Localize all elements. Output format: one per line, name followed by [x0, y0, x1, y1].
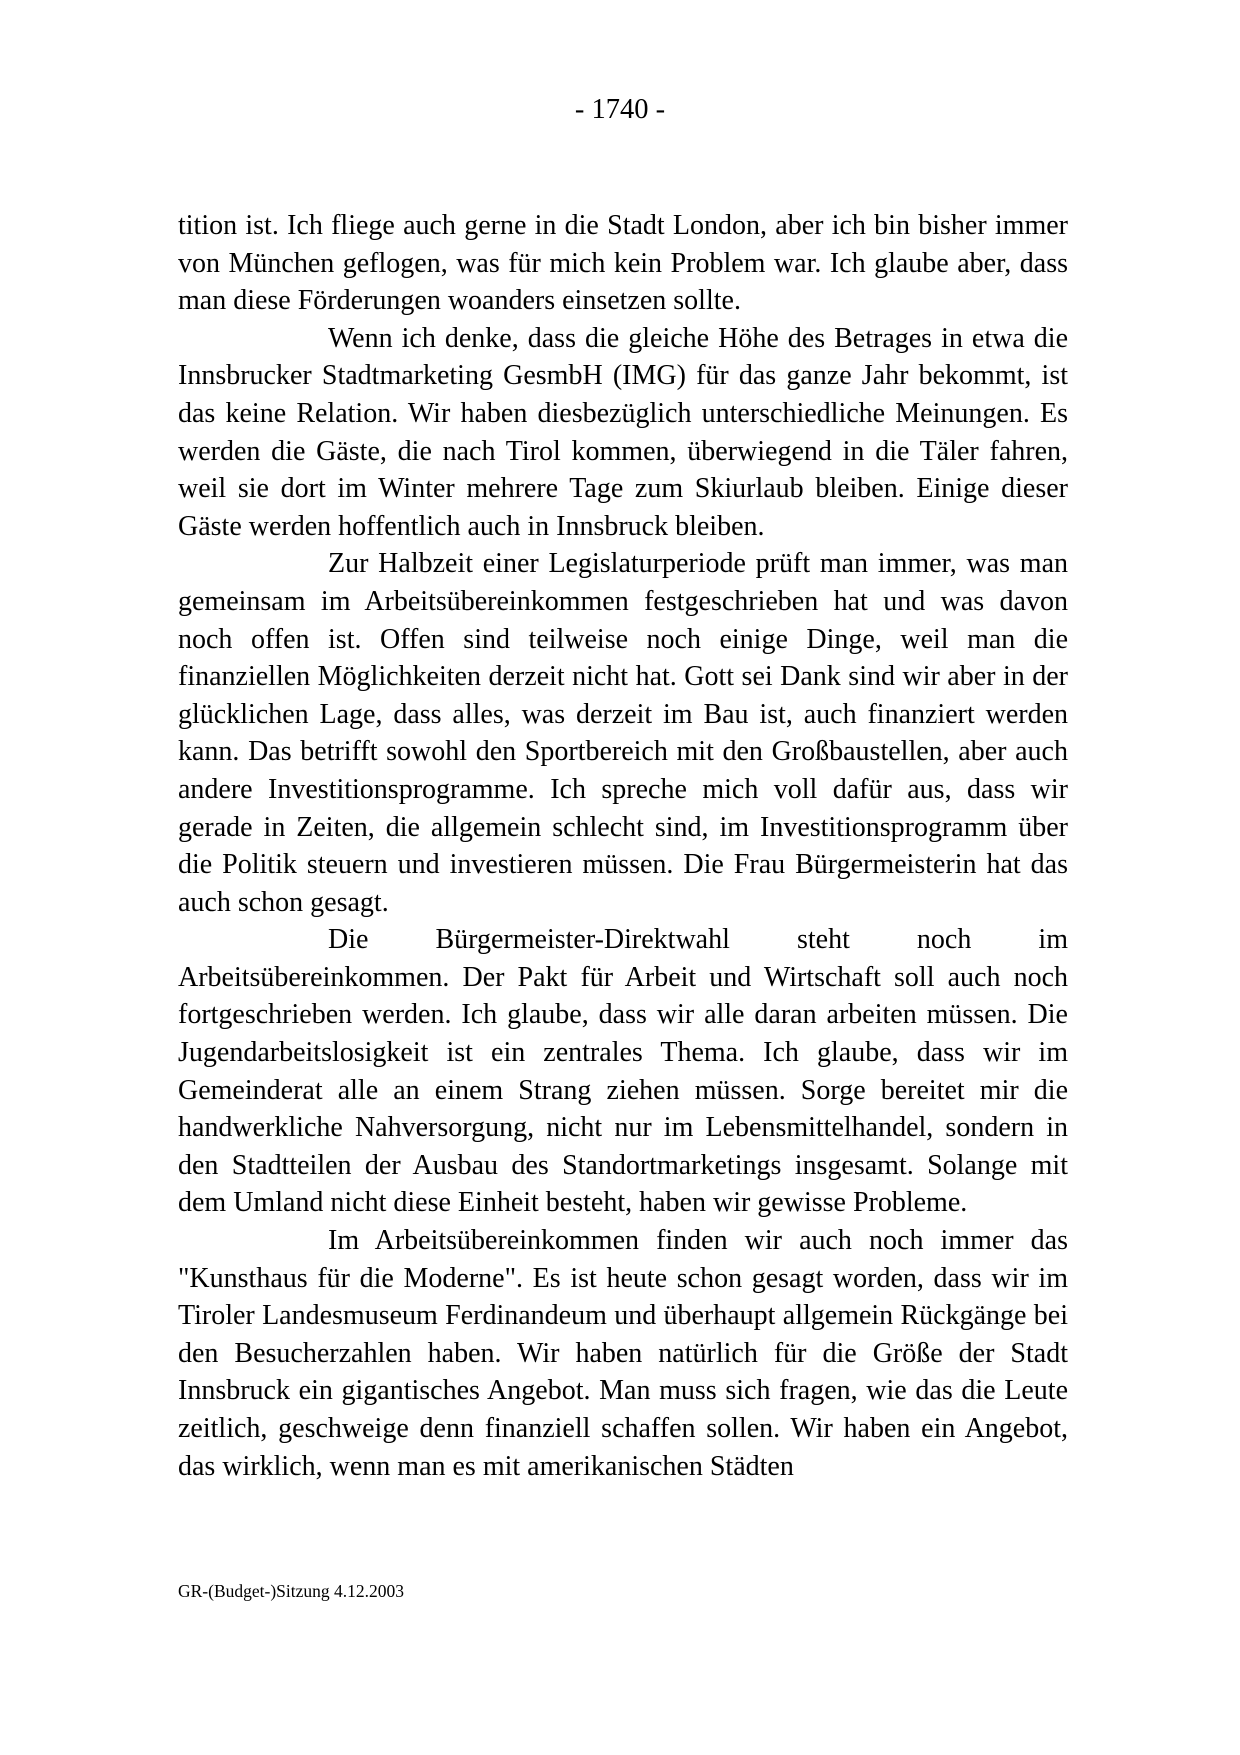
paragraph: tition ist. Ich fliege auch gerne in die Stadt London, aber ich bin bisher immer von München geflogen, was für mich kein Problem war. Ich glaube aber, dass man diese Förderungen woanders einsetzen sollte. — [178, 210, 1068, 317]
body-text — [178, 207, 1068, 1485]
paragraph: Wenn ich denke, dass die gleiche Höhe des Betrages in etwa die Innsbrucker Stadtmarketing GesmbH (IMG) für das ganze Jahr bekommt, ist das keine Relation. Wir haben diesbezüglich unterschiedliche Meinungen. Es werden die Gäste, die nach Tirol kommen, überwiegend in die Täler fahren, weil sie dort im Winter mehrere Tage zum Skiurlaub bleiben. Einige dieser Gäste werden hoffentlich auch in Innsbruck bleiben. — [178, 322, 1068, 542]
paragraph: Im Arbeitsübereinkommen finden wir auch noch immer das "Kunsthaus für die Moderne". Es ist heute schon gesagt worden, dass wir im Tiroler Landesmuseum Ferdinandeum und überhaupt allgemein Rückgänge bei den Besucherzahlen haben. Wir haben natürlich für die Größe der Stadt Innsbruck ein gigantisches Angebot. Man muss sich fragen, wie das die Leute zeitlich, geschweige denn finanziell schaffen sollen. Wir haben ein Angebot, das wirklich, wenn man es mit amerikanischen Städten — [178, 1225, 1068, 1482]
page-number: - 1740 - — [574, 94, 666, 125]
paragraph: Zur Halbzeit einer Legislaturperiode prüft man immer, was man gemeinsam im Arbeitsübereinkommen festgeschrieben hat und was davon noch offen ist. Offen sind teilweise noch einige Dinge, weil man die finanziellen Möglichkeiten derzeit nicht hat. Gott sei Dank sind wir aber in der glücklichen Lage, dass alles, was derzeit im Bau ist, auch finanziert werden kann. Das betrifft sowohl den Sportbereich mit den Großbaustellen, aber auch andere Investitionsprogramme. Ich spreche mich voll dafür aus, dass wir gerade in Zeiten, die allgemein schlecht sind, im Investitionsprogramm über die Politik steuern und investieren müssen. Die Frau Bürgermeisterin hat das auch schon gesagt. — [178, 548, 1068, 918]
paragraph: Die Bürgermeister-Direktwahl steht noch im Arbeitsübereinkommen. Der Pakt für Arbeit und Wirtschaft soll auch noch fortgeschrieben werden. Ich glaube, dass wir alle daran arbeiten müssen. Die Jugendarbeitslosigkeit ist ein zentrales Thema. Ich glaube, dass wir im Gemeinderat alle an einem Strang ziehen müssen. Sorge bereitet mir die handwerkliche Nahversorgung, nicht nur im Lebensmittelhandel, sondern in den Stadtteilen der Ausbau des Standortmarketings insgesamt. Solange mit dem Umland nicht diese Einheit besteht, haben wir gewisse Probleme. — [178, 924, 1068, 1219]
footer-session-label: GR-(Budget-)Sitzung 4.12.2003 — [178, 1581, 405, 1601]
